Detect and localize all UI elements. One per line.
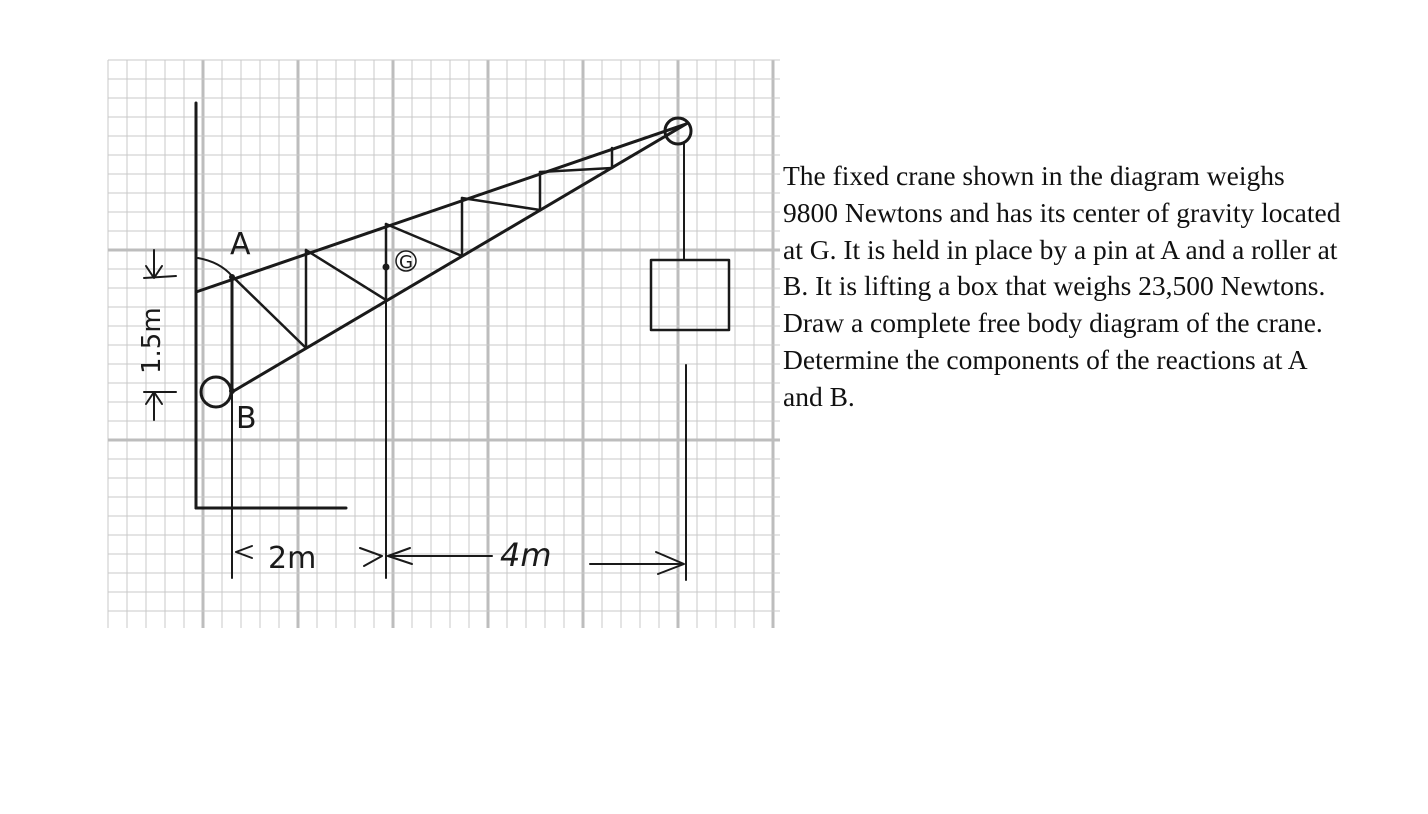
- center-of-gravity-dot: [383, 264, 390, 271]
- support-wall: [196, 103, 346, 508]
- pin-a-label: A: [230, 227, 251, 262]
- dim-4m-label: 4m: [500, 536, 552, 574]
- g-label: G: [399, 252, 413, 273]
- dim-2m-label: 2m: [268, 541, 317, 576]
- dim-height-label: 1.5m: [137, 307, 167, 374]
- hanging-box: [651, 142, 729, 330]
- problem-statement: [783, 158, 1343, 416]
- problem-paragraph-1: The fixed crane shown in the diagram weighs 9800 Newtons and has its center of gravity located at G. It is held in place by a pin at A and a roller at B. It is lifting a box that weighs 23,500 Newtons.: [783, 160, 1341, 302]
- problem-paragraph-2: Draw a complete free body diagram of the crane.: [783, 307, 1323, 339]
- problem-paragraph-3: Determine the components of the reactions at A and B.: [783, 343, 1307, 412]
- roller-b-label: B: [236, 401, 257, 436]
- crane-truss: [196, 124, 686, 394]
- dimension-lines: [144, 250, 686, 580]
